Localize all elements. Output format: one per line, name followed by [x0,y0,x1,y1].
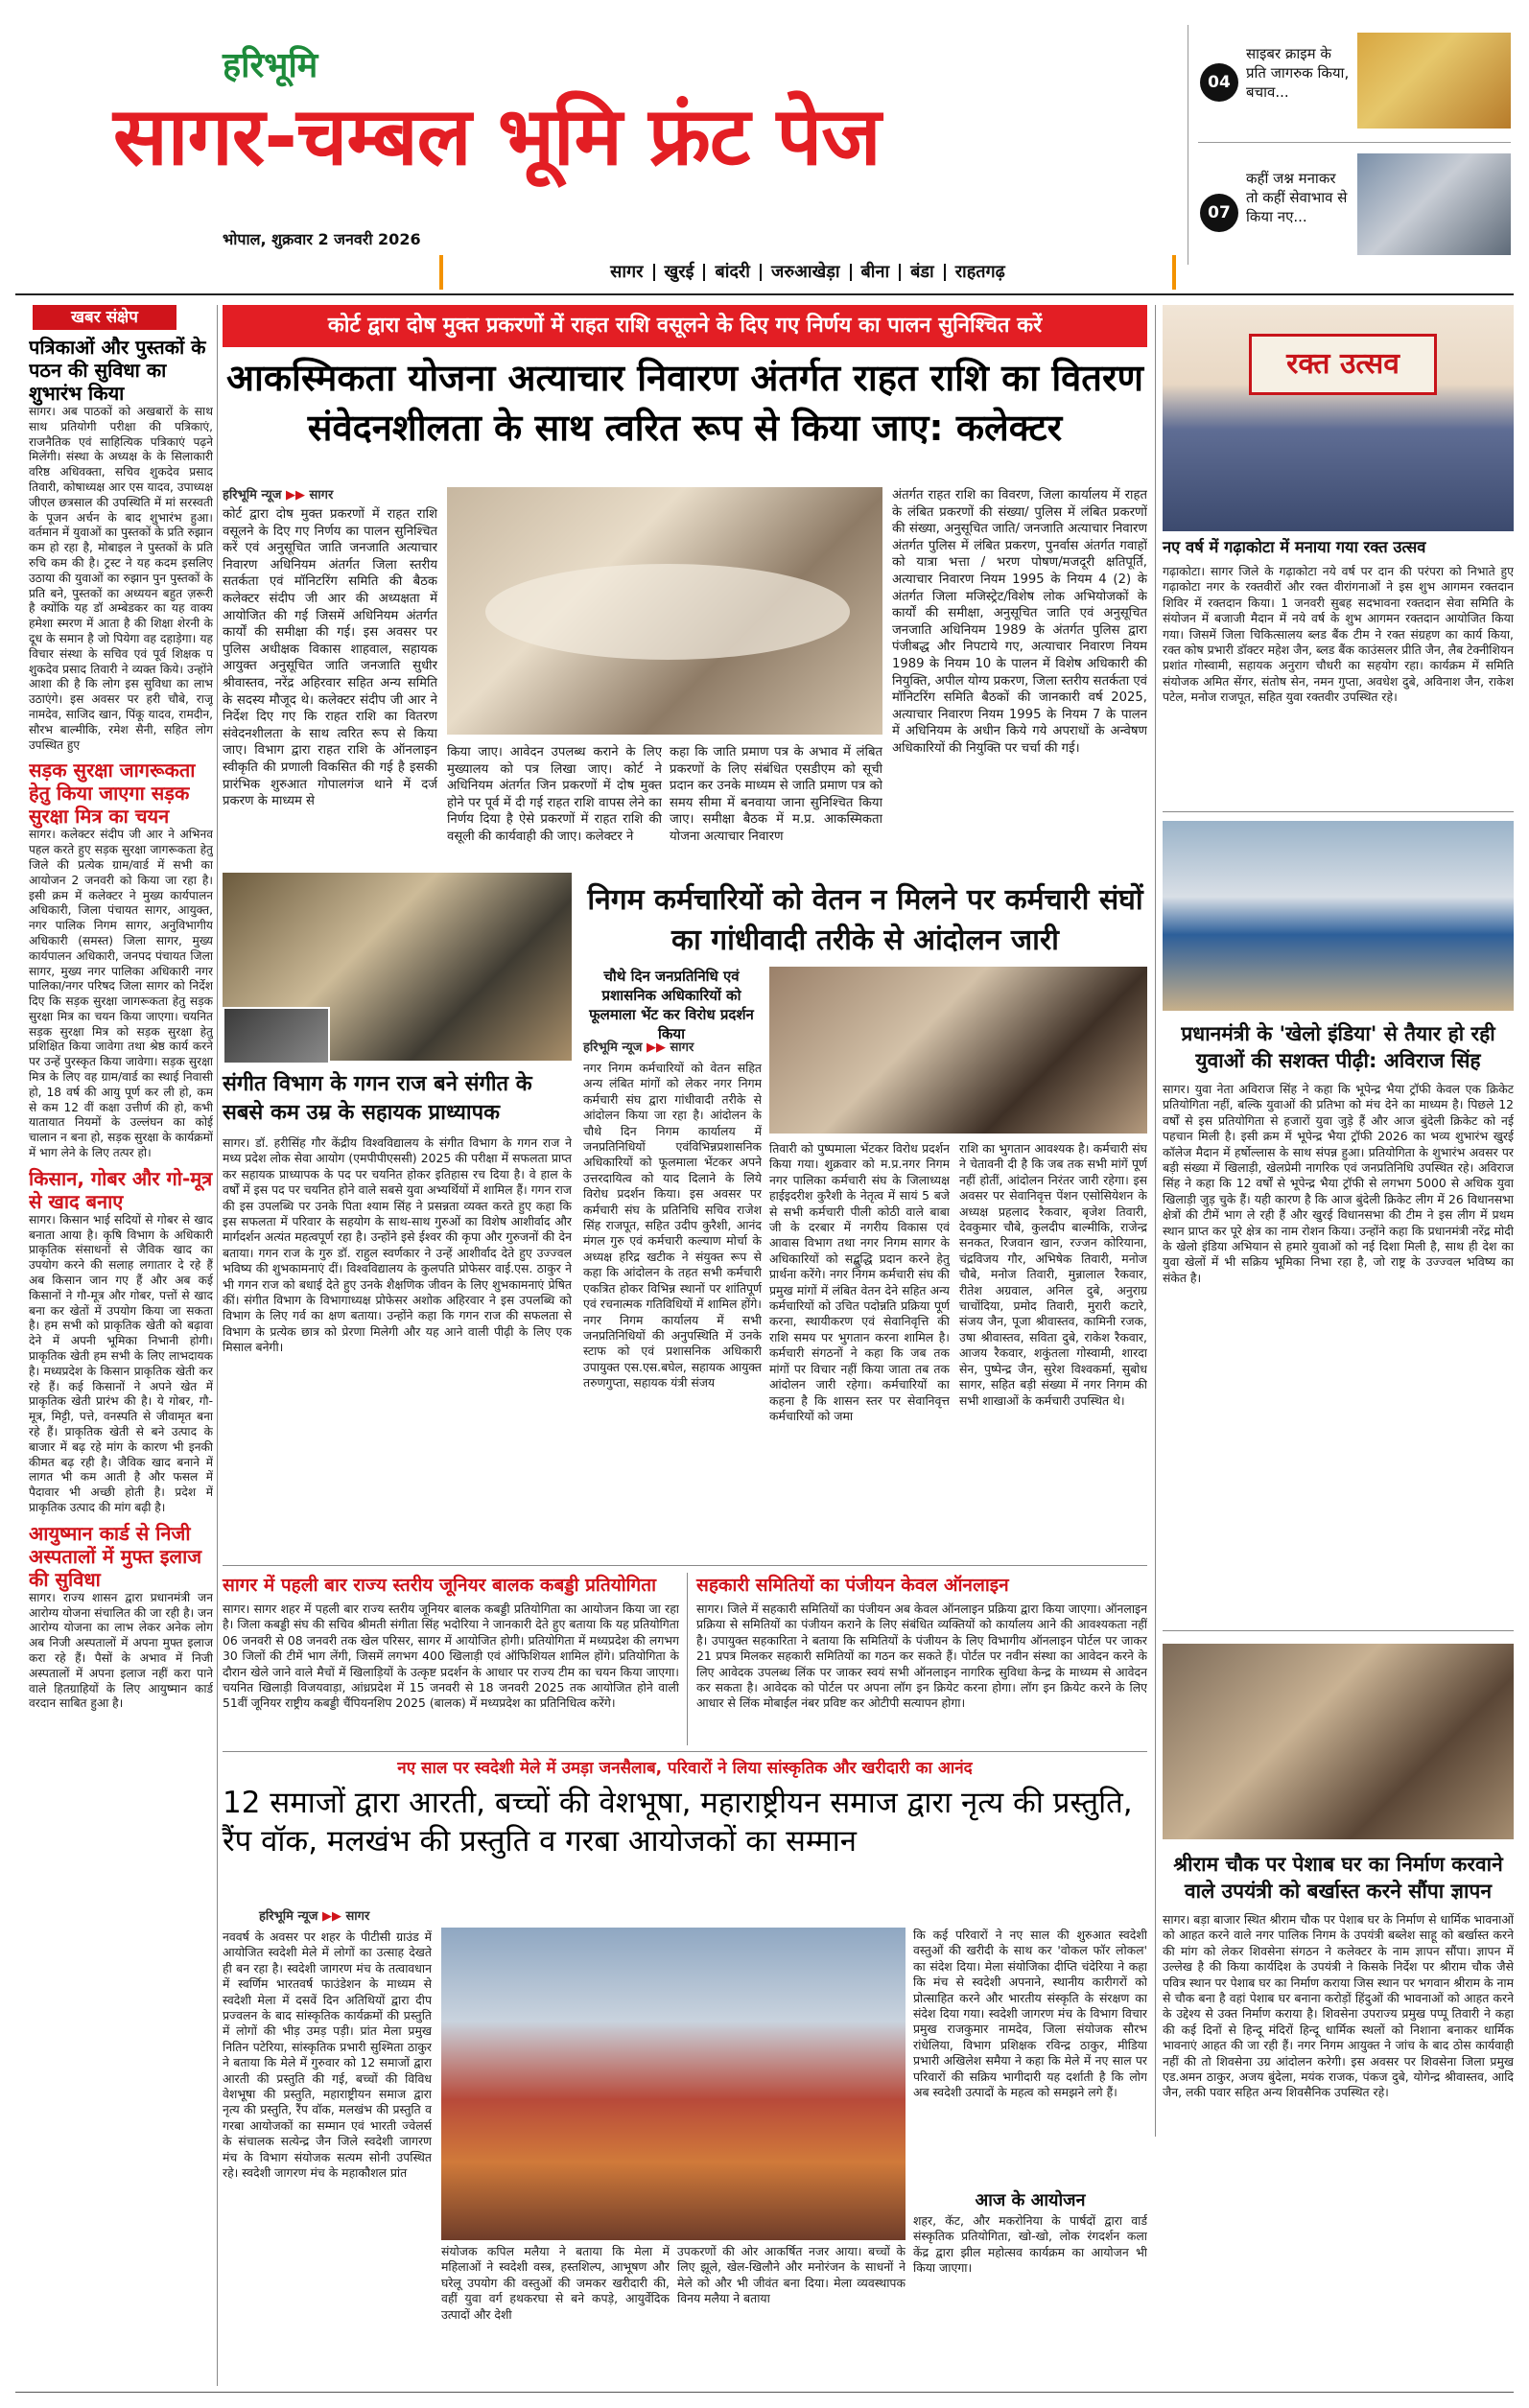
mela-col-3: उपकरणों की ओर आकर्षित नजर आया। बच्चों के लिए झूले, खेल-खिलौने और मनोरंजन के साधनों ने मेले को और भी जीवंत बना दिया। मेला व्यवस्थापक विनय मलैया ने बताया [677,2244,906,2306]
brief-headline: सड़क सुरक्षा जागरूकता हेतु किया जाएगा सड़क सुरक्षा मित्र का चयन [29,759,196,829]
nigam-headline: निगम कर्मचारियों को वेतन न मिलने पर कर्मचारी संघों का गांधीवादी तरीके से आंदोलन जारी [587,883,1143,957]
sangeet-photo-2 [223,1007,330,1064]
right-story1-headline: नए वर्ष में गढ़ाकोटा में मनाया गया रक्त उत्सव [1163,538,1426,556]
mela-col-4b: शहर, कॅट, और मकरोनिया के पार्षदों द्वारा वार्ड संस्कृतिक प्रतियोगिता, खो-खो, लोक रंगदर्शन कला केंद्र द्वारा झील महोत्सव कार्यक्रम का आयोजन भी किया जाएगा। [913,2213,1147,2276]
column-rule [217,305,218,2386]
brief-body: सागर। किसान भाई सदियों से गोबर से खाद बनाता आया है। कृषि विभाग के अधिकारी प्राकृतिक संसाधनों से जैविक खाद का उपयोग करने की सलाह लगातार दे रहे हैं अब किसान जान गए हैं और अब कई किसानों ने गौ-मूत्र और गोबर, पत्तों से खाद बना कर खेतों में उपयोग किया जा सकता है। हम सभी को प्राकृतिक खेती को बढ़ावा देने में अपनी भूमिका निभानी होगी। प्राकृतिक खेती हम सभी के लिए लाभदायक है। मध्यप्रदेश के किसान प्राकृतिक खेती कर रहे हैं। कई किसानों ने अपने खेत में प्राकृतिक खेती प्रारंभ की है। ये गोबर, गौ-मूत्र, मिट्टी, पत्ते, वनस्पति से जीवामृत बना रहे हैं। प्राकृतिक खेती से बने उत्पाद के बाजार में बढ़ रहे मांग के कारण भी इनकी कीमत बढ़ रही है। जैविक खाद बनाने में लागत भी कम आती है और फसल में पैदावार भी अच्छी होती है। प्रदेश में प्राकृतिक उत्पाद की मांग बढ़ी है। [29,1212,213,1514]
column-rule [1155,305,1156,2137]
kabaddi-body: सागर। सागर शहर में पहली बार राज्य स्तरीय जूनियर बालक कबड्डी प्रतियोगिता का आयोजन किया जा रहा है। जिला कबड्डी संघ की सचिव श्रीमती संगीता सिंह भदोरिया ने जानकारी देते हुए बताया कि यह प्रतियोगिता 06 जनवरी से 08 जनवरी तक खेल परिसर, सागर में आयोजित होगी। प्रतियोगिता में मध्यप्रदेश की लगभग 30 जिलों की टीमें भाग लेंगी, जिसमें लगभग 400 खिलाड़ी एवं ऑफिशियल शामिल होंगे। प्रतियोगिता के दौरान खेले जाने वाले मैचों में खिलाड़ियों के उत्कृष्ट प्रदर्शन के आधार पर राज्य टीम का चयन किया जाएगा। चयनित खिलाड़ी विजयवाड़ा, आंध्रप्रदेश में 15 जनवरी से 18 जनवरी 2025 तक आयोजित होने वाली 51वीं जूनियर राष्ट्रीय कबड्डी चैंपियनशिप 2025 (बालक) में मध्यप्रदेश का प्रतिनिधित्व करेंगे। [223,1601,679,1711]
sangeet-body: सागर। डॉ. हरीसिंह गौर केंद्रीय विश्वविद्यालय के संगीत विभाग के गगन राज ने मध्य प्रदेश लोक सेवा आयोग (एमपीपीएससी) 2025 की परीक्षा में सफलता प्राप्त कर सहायक प्राध्यापक के पद पर चयनित होकर इतिहास रच दिया है। वे हाल के वर्षों में इस पद पर चयनित होने वाले सबसे युवा अभ्यर्थियों में शामिल हैं। गगन राज की इस उपलब्धि पर उनके पिता श्याम सिंह ने प्रसन्नता व्यक्त करते हुए कहा कि इस सफलता में परिवार के सहयोग के साथ-साथ गुरुओं का विशेष आशीर्वाद और मार्गदर्शन अत्यंत महत्वपूर्ण रहा है। उन्होंने इसे ईश्वर की कृपा और गुरुजनों की देन बताया। गगन राज के गुरु डॉ. राहुल स्वर्णकार ने उन्हें आशीर्वाद देते हुए उज्ज्वल भविष्य की शुभकामनाएं दीं। विश्वविद्यालय के कुलपति प्रोफेसर वाई.एस. ठाकुर ने भी गगन राज को बधाई देते हुए उनके शैक्षणिक जीवन के लिए शुभकामनाएं प्रेषित कीं। संगीत विभाग के विभागाध्यक्ष प्रोफेसर अशोक अहिरवार ने इस उपलब्धि को विभाग के लिए गर्व का क्षण बताया। उन्होंने कहा कि गगन राज की सफलता से विभाग के प्रत्येक छात्र को प्रेरणा मिलेगी और यह आने वाली पीढ़ी के लिए एक मिसाल बनेगी। [223,1135,572,1355]
teaser-badge: 04 [1200,63,1238,102]
teaser-photo [1357,33,1511,129]
nigam-col-3: राशि का भुगतान आवश्यक है। कर्मचारी संघ ने चेतावनी दी है कि जब तक सभी मांगें पूर्ण नहीं होतीं, आंदोलन निरंतर जारी रहेगा। इस अवसर पर सेवानिवृत्त पेंशन एसोसियेशन के अध्यक्ष प्रहलाद रैकवार, बृजेश तिवारी, देवकुमार चौबे, कुलदीप बाल्मीकि, राजेन्द्र सनकत, रिजवान खान, रज्जन कोरियाना, चंद्रविजय गौर, अभिषेक तिवारी, मनोज चौबे, मनोज तिवारी, मुन्नालाल रैकवार, रीतेश अग्रवाल, अनिल दुबे, अनुराग्र चाचोंदिया, प्रमोद तिवारी, मुरारी कटारे, संजय जैन, पूजा श्रीवास्तव, कामिनी रजक, उषा श्रीवास्तव, सविता दुबे, राकेश रैकवार, आजय रैकवार, शकुंतला गोस्वामी, शारदा सेन, पुष्पेन्द्र जैन, सुरेश विश्वकर्मा, सुबोध सागर, सहित बड़ी संख्या में नगर निगम की सभी शाखाओं के कर्मचारी उपस्थित थे। [959,1141,1147,1408]
divider [223,1565,1147,1566]
lead-col-3: कहा कि जाति प्रमाण पत्र के अभाव में लंबित प्रकरणों के लिए संबंधित एसडीएम को सूची प्रदान कर उनके माध्यम से जाति प्रमाण पत्र को समय सीमा में बनवाया जाना सुनिश्चित किया जाए। समीक्षा बैठक में म.प्र. आकस्मिकता योजना अत्याचार निवारण [670,745,882,844]
mela-subhead: आज के आयोजन [975,2190,1086,2210]
teaser-text[interactable]: कहीं जश्न मनाकर तो कहीं सेवाभाव से किया नए... [1246,170,1348,225]
brief-headline: आयुष्मान कार्ड से निजी अस्पतालों में मुफ्त इलाज की सुविधा [29,1521,202,1591]
lead-byline: हरिभूमि न्यूज ▶▶ सागर [223,488,334,503]
nigam-col-1: नगर निगम कर्मचारियों को वेतन सहित अन्य लंबित मांगों को लेकर नगर निगम कर्मचारी संघ द्वारा गांधीवादी तरीके से आंदोलन किया जा रहा है। आंदोलन के चौथे दिन निगम कार्यालय में जनप्रतिनिधियों एवंविभिन्नप्रशासनिक अधिकारियों को फूलमाला भेंटकर अपने उत्तरदायित्व को याद दिलाने के लिये विरोध प्रदर्शन किया। इस अवसर पर कर्मचारी संघ के प्रतिनिधि सचिव राजेश सिंह राजपूत, सहित उदीप कुरैशी, आनंद मंगल गुरु एवं कर्मचारी कल्याण मोर्चा के अध्यक्ष हरिद्र खटीक ने संयुक्त रूप से कहा कि आंदोलन के तहत सभी कर्मचारी एकत्रित होकर विभिन्न स्थानों पर शांतिपूर्ण एवं रचनात्मक गतिविधियों में शामिल होंगे। नगर निगम कार्यालय में सभी जनप्रतिनिधियों की अनुपस्थिति में उनके स्टाफ को एवं प्रशासनिक अधिकारी उपायुक्त एस.एस.बघेल, सहायक आयुक्त तरुणगुप्ता, सहायक यंत्री संजय [583,1061,762,1391]
brief-body: सागर। अब पाठकों को अखबारों के साथ साथ प्रतियोगी परीक्षा की पत्रिकाएं, राजनैतिक एवं साहित्यिक पत्रिकाएं पढ़ने मिलेंगी। संस्था के अध्यक्ष के के सिलाकारी वरिष्ठ अधिवक्ता, सचिव शुकदेव प्रसाद तिवारी, कोषाध्यक्ष आर एस यादव, उपाध्यक्ष जीएल छत्रसाल की उपस्थिति में मां सरस्वती के पूजन अर्चन के बाद शुभारंभ हुआ। वर्तमान में युवाओं का पुस्तकों के प्रति रुझान कम हो रहा है, मोबाइल ने पुस्तकों के प्रति रुचि कम की है। ट्रस्ट ने यह कदम इसलिए उठाया की युवाओं का रुझान पुन पुस्तकों के प्रति बने, पुस्तकों का अध्ययन बहुत ज़रूरी है क्योंकि यह डॉ अम्बेडकर का यह वाक्य हमेशा स्मरण में आता है की शिक्षा शेरनी के दूध के समान है जो पियेगा वह दहाड़ेगा। यह विचार संस्था के सचिव एवं पूर्व शिक्षक प शुकदेव प्रसाद तिवारी ने व्यक्त किये। उन्होंने आशा की है कि लोग इस सुविधा का लाभ उठाएंगे। इस अवसर पर हरी चौबे, राजू नामदेव, साजिद खान, पिंकू यादव, रामदीन, सौरभ बाल्मीकि, रमेश सैनी, सहित लोग उपस्थित हुए [29,405,213,752]
divider [1163,811,1514,812]
banner-text: रक्त उत्सव [1249,334,1437,395]
sahkari-body: सागर। जिले में सहकारी समितियों का पंजीयन अब केवल ऑनलाइन प्रक्रिया द्वारा किया जाएगा। ऑनलाइन प्रक्रिया से समितियों का पंजीयन कराने के लिए संबंधित व्यक्तियों को कार्यालय आने की आवश्यकता नहीं है। उपायुक्त सहकारिता ने बताया कि समितियों के पंजीयन के लिए विभागीय ऑनलाइन पोर्टल पर जाकर 21 प्रपत्र मिलकर सहकारी समितियों का गठन कर सकते हैं। पोर्टल पर नवीन संस्था का आवेदन करने के लिए आवेदक उपलब्ध लिंक पर जाकर स्वयं सभी ऑनलाइन नागरिक सुविधा केन्द्र के माध्यम से आवेदन कर सकता है। आवेदक को पोर्टल पर अपना लॉग इन क्रियेट करना होगा। लॉग इन क्रियेट करने के लिए आधार से लिंक मोबाईल नंबर प्रविष्ट कर ओटीपी सत्यापन होगा। [696,1601,1147,1711]
brief-body: सागर। कलेक्टर संदीप जी आर ने अभिनव पहल करते हुए सड़क सुरक्षा जागरूकता हेतु जिले की प्रत्येक ग्राम/वार्ड में सभी का आयोजन 2 जनवरी को किया जा रहा है। इसी क्रम में कलेक्टर ने मुख्य कार्यपालन अधिकारी, जिला पंचायत सागर, आयुक्त, नगर पालिक निगम सागर, अनुविभागीय अधिकारी (समस्त) जिला सागर, मुख्य कार्यपालन अधिकारी, जनपद पंचायत जिला सागर, मुख्य नगर पालिका अधिकारी नगर पालिका/नगर परिषद जिला सागर को निर्देश दिए कि सड़क सुरक्षा जागरूकता हेतु सड़क सुरक्षा मित्र का चयन किया जाएगा। चयनित सड़क सुरक्षा मित्र को सड़क सुरक्षा हेतु प्रशिक्षित किया जावेगा तथा श्रेष्ठ कार्य करने पर उन्हें पुरस्कृत किया जावेगा। सड़क सुरक्षा मित्र के लिए वह ग्राम/वार्ड का स्थाई निवासी हो, 18 वर्ष की आयु पूर्ण कर ली हो, कम से कम 12 वीं कक्षा उत्तीर्ण की हो, कभी यातायात नियमों के उल्लंघन का कोई चालान न बना हो, सड़क सुरक्षा के कार्यक्रमों में भाग लेने के लिए तत्पर हो। [29,828,213,1160]
nigam-subhead: चौथे दिन जनप्रतिनिधि एवं प्रशासनिक अधिकारियों को फूलमाला भेंट कर विरोध प्रदर्शन किया [589,968,754,1042]
shriram-body: सागर। बड़ा बाजार स्थित श्रीराम चौक पर पेशाब घर के निर्माण से धार्मिक भावनाओं को आहत करने वाले नगर पालिक निगम के उपयंत्री बब्लेश साहू को बर्खास्त करने की मांग को लेकर शिवसेना संगठन ने कलेक्टर के नाम ज्ञापन सौंपा। ज्ञापन में उल्लेख है की किया कार्यदिश के उपयंत्री ने किसके निर्देश पर श्रीराम चौक जैसे पवित्र स्थान पर पेशाब घर का निर्माण कराया जिस स्थान पर भगवान श्रीराम के नाम से चौक बना है वहां पेशाब घर बनाना करोड़ों हिंदुओं की भावनाओं को आहत करने के उद्देश्य से उक्त निर्माण कराया है। शिवसेना उपराज्य प्रमुख पप्पू तिवारी ने कहा की कई दिनों से हिन्दू मंदिरों हिन्दू धार्मिक स्थलों को निशाना बनाकर धार्मिक भावनाएं आहत की जा रही हैं। नगर निगम आयुक्त ने जांच के बाद ठोस कार्यवाही नहीं की तो शिवसेना उग्र आंदोलन करेगी। इस अवसर पर शिवसेना जिला प्रमुख एड.अमन ठाकुर, अजय बुंदेला, मयंक राजक, पंकज दुबे, योगेन्द्र श्रीवास्तव, आदि जैन, लकी पवार सहित अन्य शिवसैनिक उपस्थित रहे। [1163,1912,1514,2100]
city-item[interactable]: बीना [852,264,902,281]
brand-logo: हरिभूमि [223,45,318,85]
teaser-text[interactable]: साइबर क्राइम के प्रति जागरुक किया, बचाव... [1246,45,1350,101]
brief-label: खबर संक्षेप [33,305,176,330]
column-rule [687,1573,688,1745]
shriram-photo [1163,1644,1514,1839]
mela-col-4: कि कई परिवारों ने नए साल की शुरुआत स्वदेशी वस्तुओं की खरीदी के साथ कर 'वोकल फॉर लोकल' का संदेश दिया। मेला संयोजिका दीप्ति चंदेरिया ने कहा कि मंच से स्वदेशी अपनाने, स्थानीय कारीगरों को प्रोत्साहित करने और भारतीय संस्कृति के संरक्षण का संदेश दिया गया। स्वदेशी जागरण मंच के विभाग विचार प्रमुख राजकुमार नामदेव, जिला संयोजक सौरभ रांधेलिया, विभाग प्रशिक्षक रविन्द्र ठाकुर, मीडिया प्रभारी अखिलेश समैया ने कहा कि मेले में नए साल पर परिवारों की सक्रिय भागीदारी यह दर्शाती है कि लोग अब स्वदेशी उत्पादों के महत्व को समझने लगे हैं। [913,1928,1147,2100]
lead-headline: आकस्मिकता योजना अत्याचार निवारण अंतर्गत राहत राशि का वितरण संवेदनशीलता के साथ त्वरित रूप से किया जाए: कलेक्टर [226,357,1143,449]
nigam-photo [769,967,1147,1134]
kabaddi-headline: सागर में पहली बार राज्य स्तरीय जूनियर बालक कबड्डी प्रतियोगिता [223,1575,656,1596]
teaser-photo [1357,153,1511,255]
teaser-box[interactable] [1188,25,1515,265]
city-item[interactable]: बांदरी [705,264,762,281]
teaser-badge: 07 [1200,194,1238,232]
brief-headline: किसान, गोबर और गो-मूत्र से खाद बनाए [29,1166,213,1213]
mela-col-1: नववर्ष के अवसर पर शहर के पीटीसी ग्राउंड में आयोजित स्वदेशी मेले में लोगों का उत्साह देखते ही बन रहा है। स्वदेशी जागरण मंच के तत्वावधान में स्वर्णिम भारतवर्ष फाउंडेशन के माध्यम से स्वदेशी मेला में दसवें दिन अतिथियों द्वारा दीप प्रज्वलन के बाद सांस्कृतिक कार्यक्रमों की प्रस्तुति में लोगों की भीड़ उमड़ पड़ी। प्रांत मेला प्रमुख नितिन पटेरिया, सांस्कृतिक प्रभारी सुश्मिता ठाकुर ने बताया कि मेले में गुरुवार को 12 समाजों द्वारा आरती की प्रस्तुति की गई, बच्चों की विविध वेशभूषा की प्रस्तुति, महाराष्ट्रीयन समाज द्वारा नृत्य की प्रस्तुति, रैंप वॉक, मलखंभ की प्रस्तुति व गरबा आयोजकों का सम्मान एवं भारती ज्वेलर्स के संचालक सत्येन्द्र जैन जिले स्वदेशी जागरण मंच के विभाग संयोजक सत्यम सोनी उपस्थित रहे। स्वदेशी जागरण मंच के महाकौशल प्रांत [223,1929,432,2181]
sangeet-headline: संगीत विभाग के गगन राज बने संगीत के सबसे कम उम्र के सहायक प्राध्यापक [223,1072,532,1125]
brief-body: सागर। राज्य शासन द्वारा प्रधानमंत्री जन आरोग्य योजना संचालित की जा रही है। जन आरोग्य योजना का लाभ लेकर अनेक लोग अब निजी अस्पतालों में अपना मुफ्त इलाज करा रहे हैं। पैसों के अभाव में निजी अस्पतालों में अपना इलाज नहीं करा पाने वाले हितग्राहियों के लिए आयुष्मान कार्ड वरदान साबित हुआ है। [29,1590,213,1711]
right-story2-body: सागर। युवा नेता अविराज सिंह ने कहा कि भूपेन्द्र भैया ट्रॉफी केवल एक क्रिकेट प्रतियोगिता नहीं, बल्कि युवाओं की प्रतिभा को मंच देने का माध्यम है। पिछले 12 वर्षों से इस प्रतियोगिता से हजारों युवा जुड़े हैं और आज बुंदेली क्रिकेट को नई पहचान मिली है। इसी क्रम में भूपेन्द्र भैया ट्रॉफी 2026 का भव्य शुभारंभ खुरई कॉलेज मैदान में हर्षोल्लास के साथ संपन्न हुआ। प्रतियोगिता के शुभारंभ अवसर पर बड़ी संख्या में खिलाड़ी, खेलप्रेमी नागरिक एवं जनप्रतिनिधि उपस्थित रहे। अविराज सिंह ने कहा कि 12 वर्षों से भूपेन्द्र भैया ट्रॉफी से लगभग 5000 से अधिक युवा खिलाड़ी जुड़ चुके हैं। यही कारण है कि आज बुंदेली क्रिकेट लीग में 26 विधानसभा क्षेत्रों की टीमें भाग ले रही हैं और खुरई विधानसभा की टीम ने इस लीग में प्रथम स्थान प्राप्त कर पूरे क्षेत्र का नाम रोशन किया। उन्होंने कहा कि प्रधानमंत्री नरेंद्र मोदी के खेलो इंडिया अभियान से हमारे युवाओं को नई दिशा मिली है, साथ ही देश का युवा खेलों में भी सक्रिय भूमिका निभा रहा है, जो राष्ट्र के उज्ज्वल भविष्य का संकेत है। [1163,1082,1514,1285]
lead-photo [447,487,882,735]
lead-col-4: अंतर्गत राहत राशि का विवरण, जिला कार्यालय में राहत के लंबित प्रकरणों की संख्या/ पुलिस में लंबित प्रकरणों की संख्या, अनुसूचित जाति/ जनजाति अत्याचार निवारण अंतर्गत पुलिस में लंबित प्रकरण, पुनर्वास अंतर्गत गवाहों को यात्रा भत्ता / भरण पोषण/मजदूरी क्षतिपूर्ति, अत्याचार निवारण नियम 1995 के नियम 4 (2) के अंतर्गत जिला मजिस्ट्रेट/विशेष लोक अभियोजकों के कार्यों की समीक्षा, अनुसूचित जाति एवं अनुसूचित जनजाति अधिनियम 1989 के अंतर्गत पुलिस द्वारा पंजीबद्ध और निपटाये गए, अत्याचार निवारण नियम 1989 के नियम 10 के पालन में विशेष अधिकारी की नियुक्ति, अपील योग्य प्रकरण, जिला स्तरीय सतर्कता एवं मॉनिटरिंग समिति बैठकों की जानकारी वर्ष 2025, अत्याचार निवारण नियम 1995 के नियम 7 के पालन में अधिनियम के अधीन किये गये अपराधों के अन्वेषण अधिकारियों की नियुक्ति पर चर्चा की गई। [892,488,1147,756]
khelo-india-photo [1163,821,1514,1011]
right-story1-body: गढ़ाकोटा। सागर जिले के गढ़ाकोटा नये वर्ष पर दान की परंपरा को निभाते हुए गढ़ाकोटा नगर के रक्तवीरों और रक्त वीरांगनाओं ने इस शुभ आगमन रक्तदान शिविर में रक्तदान किया। 1 जनवरी सुबह सदभावना रक्तदान सेवा समिति के संयोजन में बजाजी मैदान में नये वर्ष के शुभ आगमन रक्तदान आयोजित किया गया। जिसमें जिला चिकित्सालय ब्लड बैंक टीम ने रक्त संग्रहण का कार्य किया, रक्त कोष प्रभारी डॉक्टर महेश जैन, ब्लड बैंक काउंसलर प्रीति जैन, लैब टेक्नीशियन प्रशांत गोस्वामी, सहायक अनुराग चौधरी का सहयोग रहा। कार्यक्रम में समिति संयोजक अमित सेंगर, संतोष सेन, नमन गुप्ता, अवधेश दुबे, अविनाश जैन, राकेश पटेल, मनोज राजपूत, सहित युवा रक्तवीर उपस्थित रहे। [1163,564,1514,705]
city-item[interactable]: जरुआखेड़ा [762,264,852,281]
lead-strap: कोर्ट द्वारा दोष मुक्त प्रकरणों में राहत राशि वसूलने के दिए गए निर्णय का पालन सुनिश्चित करें [223,305,1147,347]
divider [223,1751,1147,1752]
mela-strap: नए साल पर स्वदेशी मेले में उमड़ा जनसैलाब, परिवारों ने लिया सांस्कृतिक और खरीदारी का आनंद [397,1759,973,1778]
sahkari-headline: सहकारी समितियों का पंजीयन केवल ऑनलाइन [696,1575,1009,1596]
city-item[interactable]: खुरई [655,264,706,281]
divider [1163,1630,1514,1631]
rakt-utsav-photo [1163,305,1514,531]
lead-col-1: कोर्ट द्वारा दोष मुक्त प्रकरणों में राहत राशि वसूलने के दिए गए निर्णय का पालन सुनिश्चित करें एवं अनुसूचित जाति जनजाति अत्याचार निवारण अधिनियम अंतर्गत जिला स्तरीय सतर्कता एवं मॉनिटरिंग समिति की बैठक कलेक्टर संदीप जी आर की अध्यक्षता में आयोजित की गई जिसमें अधिनियम अंतर्गत कार्यों की समीक्षा की गई। इस अवसर पर पुलिस अधीक्षक विकास शाहवाल, सहायक आयुक्त अनुसूचित जाति जनजाति सुधीर श्रीवास्तव, नरेंद्र अहिरवार सहित अन्य समिति के सदस्य मौजूद थे। कलेक्टर संदीप जी आर ने निर्देश दिए गए कि राहत राशि का वितरण संवेदनशीलता के साथ त्वरित रूप से किया जाए। विभाग द्वारा राहत राशि के ऑनलाइन स्वीकृति की प्रणाली विकसित की गई है इसकी प्रारंभिक शुरुआत गोपालगंज थाने में दर्ज प्रकरण के माध्यम से [223,507,437,809]
nigam-byline: हरिभूमि न्यूज ▶▶ सागर [583,1040,694,1055]
city-item[interactable]: सागर [600,264,654,281]
nigam-col-2: तिवारी को पुष्पमाला भेंटकर विरोध प्रदर्शन किया गया। शुक्रवार को म.प्र.नगर निगम नगर पालिका कर्मचारी संघ के जिलाध्यक्ष हाईइदरीश कुरैशी के नेतृत्व में सायं 5 बजे से सभी कर्मचारी पीली कोठी वाले बाबा जी के दरबार में नगरीय विकास एवं आवास विभाग तथा नगर निगम सागर के अधिकारियों को सद्बुद्धि प्रदान करने हेतु प्रार्थना करेंगे। नगर निगम कर्मचारी संघ की प्रमुख मांगों में लंबित वेतन देने सहित अन्य कर्मचारियों को उचित पदोन्नति प्रक्रिया पूर्ण करना, स्थायीकरण एवं सेवानिवृत्ति की राशि समय पर भुगतान करना शामिल है। कर्मचारी संगठनों ने कहा कि जब तक मांगों पर विचार नहीं किया जाता तब तक आंदोलन जारी रहेगा। कर्मचारियों का कहना है कि शासन स्तर पर सेवानिवृत्त कर्मचारियों को जमा [769,1141,950,1423]
mela-photo [441,1928,906,2240]
city-item[interactable]: बंडा [901,264,946,281]
brief-headline: पत्रिकाओं और पुस्तकों के पठन की सुविधा का शुभारंभ किया [29,336,206,405]
mela-col-2: संयोजक कपिल मलैया ने बताया कि मेला में महिलाओं ने स्वदेशी वस्त्र, हस्तशिल्प, आभूषण और घरेलू उपयोग की वस्तुओं की जमकर खरीदारी की, वहीं युवा वर्ग हथकरघा से बने कपड़े, आयुर्वेदिक उत्पादों और देशी [441,2244,670,2322]
divider [1198,142,1511,143]
brief-column [29,336,213,2388]
lead-col-2: किया जाए। आवेदन उपलब्ध कराने के लिए मुख्यालय को पत्र लिखा जाए। कोर्ट ने अधिनियम अंतर्गत जिन प्रकरणों में दोष मुक्त होने पर पूर्व में दी गई राहत राशि वापस लेने का निर्णय दिया है ऐसे प्रकरणों में राहत राशि की वसूली की कार्यवाही की जाए। कलेक्टर ने [447,745,662,844]
shriram-headline: श्रीराम चौक पर पेशाब घर का निर्माण करवाने वाले उपयंत्री को बर्खास्त करने सौंपा ज्ञापन [1173,1853,1503,1903]
right-story2-headline: प्रधानमंत्री के 'खेलो इंडिया' से तैयार हो रही युवाओं की सशक्त पीढ़ी: अविराज सिंह [1181,1022,1495,1072]
masthead-divider [15,293,1514,295]
city-strip [439,255,1176,290]
dateline: भोपाल, शुक्रवार 2 जनवरी 2026 [223,230,421,248]
mela-byline: हरिभूमि न्यूज ▶▶ सागर [259,1909,370,1924]
page-bottom-rule [15,2392,1514,2393]
city-item[interactable]: राहतगढ़ [954,262,1005,282]
page-title: सागर-चम्बल भूमि फ्रंट पेज [113,89,881,183]
mela-headline: 12 समाजों द्वारा आरती, बच्चों की वेशभूषा, महाराष्ट्रीयन समाज द्वारा नृत्य की प्रस्तुति, रैंप वॉक, मलखंभ की प्रस्तुति व गरबा आयोजकों का सम्मान [223,1786,1133,1859]
